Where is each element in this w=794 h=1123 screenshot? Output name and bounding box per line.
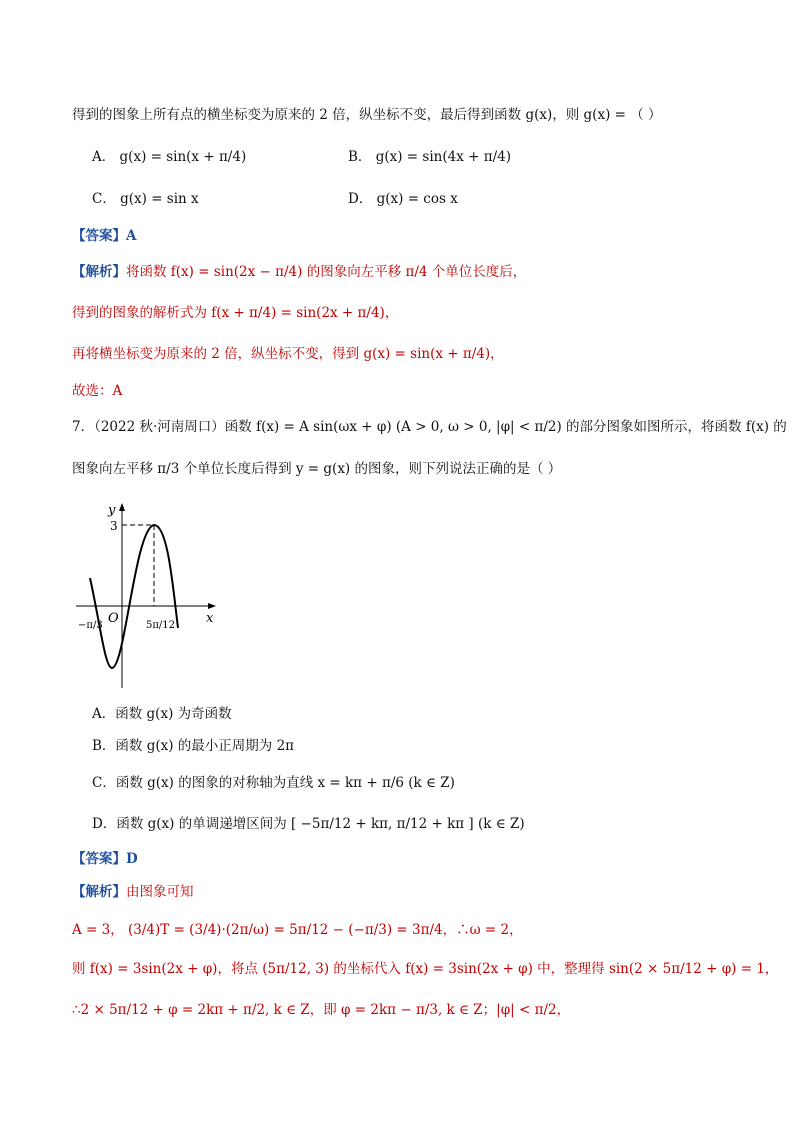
q6-option-b: B． g(x) = sin(4x + π/4)	[348, 149, 511, 165]
answer-tag: 【答案】	[72, 228, 126, 244]
peak-value-label: 3	[110, 519, 118, 533]
q7-option-d: D．函数 g(x) 的单调递增区间为 [ −5π/12 + kπ, π/12 + kπ ] (k ∈ Z)	[92, 816, 525, 832]
q7-answer-line	[72, 848, 138, 870]
q7-option-a: A．函数 g(x) 为奇函数	[92, 706, 232, 722]
left-tick-label: −π/3	[78, 620, 103, 631]
y-axis-label: y	[108, 503, 116, 518]
q7-stem-line-1: 7．（2022 秋·河南周口）函数 f(x) = A sin(ωx + φ) (A > 0, ω > 0, |φ| < π/2) 的部分图象如图所示，将函数 f(x) 的	[72, 419, 787, 435]
x-axis-arrow	[208, 603, 216, 609]
q6-analysis-line-1: 【解析】将函数 f(x) = sin(2x − π/4) 的图象向左平移 π/4 个单位长度后，	[72, 264, 527, 280]
q6-stem: 得到的图象上所有点的横坐标变为原来的 2 倍，纵坐标不变，最后得到函数 g(x)，则 g(x) = （ ）	[72, 107, 662, 123]
analysis-tag: 【解析】	[72, 884, 126, 900]
q6-option-a: A． g(x) = sin(x + π/4)	[92, 149, 247, 165]
q7-stem-line-2: 图象向左平移 π/3 个单位长度后得到 y = g(x) 的图象，则下列说法正确的是（ ）	[72, 461, 562, 477]
q6-analysis-line-2: 得到的图象的解析式为 f(x + π/4) = sin(2x + π/4)，	[72, 305, 399, 321]
q7-analysis-line-3: 则 f(x) = 3sin(2x + φ)，将点 (5π/12, 3) 的坐标代入 f(x) = 3sin(2x + φ) 中，整理得 sin(2 × 5π/12 + φ) = 1，	[72, 961, 779, 977]
peak-x-label: 5π/12	[146, 620, 176, 631]
q6-option-d: D． g(x) = cos x	[348, 191, 458, 207]
q7-analysis-line-2: A = 3， (3/4)T = (3/4)·(2π/ω) = 5π/12 − (−π/3) = 3π/4，∴ω = 2，	[72, 922, 523, 938]
sine-curve	[90, 525, 178, 668]
q6-analysis-line-3: 再将横坐标变为原来的 2 倍，纵坐标不变，得到 g(x) = sin(x + π/4)，	[72, 346, 504, 362]
origin-label: O	[108, 611, 119, 626]
y-axis-arrow	[119, 503, 125, 511]
answer-value: A	[126, 228, 137, 244]
sine-graph-figure	[70, 498, 230, 702]
q7-option-b: B．函数 g(x) 的最小正周期为 2π	[92, 738, 295, 754]
q6-answer-line	[72, 225, 136, 247]
q7-option-c: C．函数 g(x) 的图象的对称轴为直线 x = kπ + π/6 (k ∈ Z)	[92, 775, 455, 791]
answer-value: D	[126, 851, 138, 867]
q7-analysis-line-4: ∴2 × 5π/12 + φ = 2kπ + π/2, k ∈ Z，即 φ = 2kπ − π/3, k ∈ Z；|φ| < π/2，	[72, 1002, 571, 1018]
analysis-tag: 【解析】	[72, 264, 126, 280]
q6-option-c: C． g(x) = sin x	[92, 191, 199, 207]
sine-graph	[70, 498, 230, 698]
answer-tag: 【答案】	[72, 851, 126, 867]
x-axis-label: x	[206, 611, 214, 626]
q6-analysis-line-4: 故选：A	[72, 383, 123, 399]
q7-analysis-line-1: 【解析】由图象可知	[72, 884, 194, 900]
